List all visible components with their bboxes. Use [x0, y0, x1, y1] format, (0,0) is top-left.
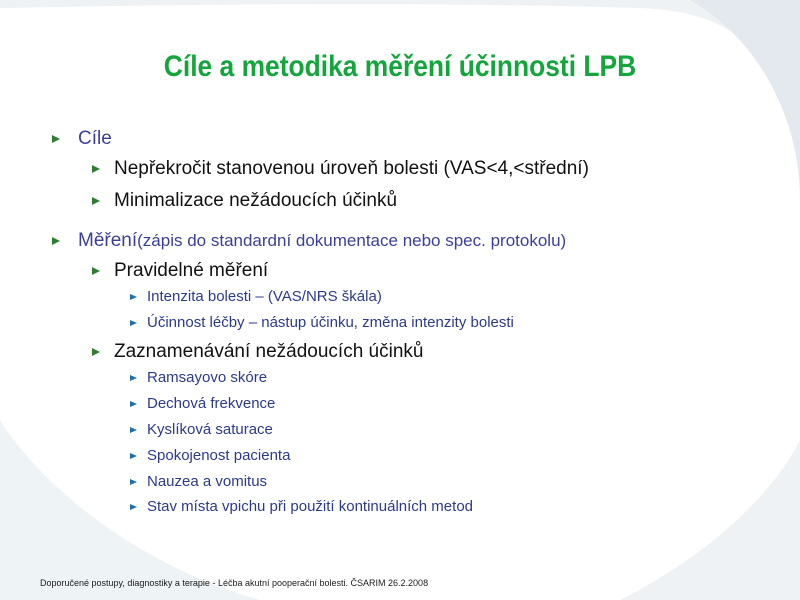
bullet-subtext: (zápis do standardní dokumentace nebo spec. protokolu) [137, 231, 567, 250]
bullet-item [130, 421, 273, 438]
bullet-arrow-icon [92, 348, 100, 356]
bullet-text: Pravidelné měření [114, 260, 269, 281]
bullet-arrow-icon [92, 267, 100, 275]
bullet-text: Nauzea a vomitus [147, 473, 268, 490]
bullet-arrow-icon [130, 427, 137, 433]
bullet-item [130, 395, 275, 412]
bullet-arrow-icon [130, 375, 137, 381]
bullet-text: Cíle [78, 128, 112, 149]
bullet-text: Spokojenost pacienta [147, 447, 291, 464]
bullet-item [92, 190, 397, 212]
bullet-text: Nepřekročit stanovenou úroveň bolesti (VAS<4,<střední) [114, 158, 589, 179]
bullet-text: Dechová frekvence [147, 395, 276, 412]
bullet-item [92, 260, 268, 282]
bullet-text: Ramsayovo skóre [147, 369, 268, 386]
bullet-item [130, 498, 473, 515]
bullet-arrow-icon [130, 320, 137, 326]
bullet-text: Měření [78, 230, 138, 251]
bullet-item [92, 158, 589, 180]
slide-title: Cíle a metodika měření účinnosti LPB [163, 50, 637, 83]
slide-footer: Doporučené postupy, diagnostiky a terapie - Léčba akutní pooperační bolesti. ČSARIM 26.2.2008 [40, 578, 429, 588]
bullet-item [130, 314, 514, 331]
bullet-item [130, 369, 267, 386]
bullet-item [130, 447, 290, 464]
bullet-text: Zaznamenávání nežádoucích účinků [114, 341, 424, 362]
bullet-arrow-icon [130, 504, 137, 510]
bullet-arrow-icon [130, 401, 137, 407]
bullet-item [92, 341, 423, 363]
bullet-arrow-icon [130, 479, 137, 485]
bullet-arrow-icon [92, 165, 100, 173]
bullet-arrow-icon [92, 197, 100, 205]
bullet-arrow-icon [52, 237, 60, 245]
bullet-item [130, 473, 267, 490]
bullet-text: Intenzita bolesti – (VAS/NRS škála) [147, 288, 382, 305]
bullet-text: Stav místa vpichu při použití kontinuálních metod [147, 498, 474, 515]
bullet-item [52, 230, 566, 252]
bullet-text: Minimalizace nežádoucích účinků [114, 190, 398, 211]
bullet-arrow-icon [52, 135, 60, 143]
bullet-text: Účinnost léčby – nástup účinku, změna intenzity bolesti [147, 314, 514, 331]
bullet-arrow-icon [130, 453, 137, 459]
bullet-item [130, 288, 382, 305]
bullet-arrow-icon [130, 294, 137, 300]
bullet-text: Kyslíková saturace [147, 421, 273, 438]
bullet-item [52, 128, 112, 150]
